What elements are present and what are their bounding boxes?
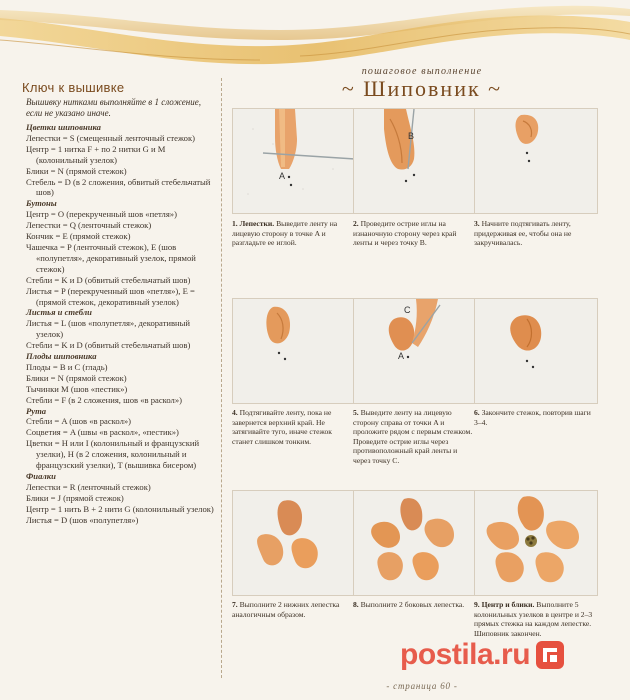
step-8-caption: 8. Выполните 2 боковых лепестка. [353,600,465,609]
postila-logo-icon [534,639,566,671]
key-item: Тычинки M (шов «пестик») [26,383,128,394]
key-section-heading: Листья и стебли [26,307,92,318]
step-7-photo [232,490,356,596]
key-item: Центр = 1 нитка F + по 2 нитки G и M (колонильный узелок) [26,143,166,165]
key-item: Центр = 1 нить B + 2 нити G (колонильный узелок) [26,503,214,514]
step-7-caption: 7. Выполните 2 нижних лепестка аналогичным образом. [232,600,340,619]
key-list [18,122,216,526]
label-c: C [404,305,411,315]
step-4-caption: 4. Подтягивайте ленту, пока не завернется верхний край. Не затягивайте туго, иначе стежок станет слишком тонким. [232,408,332,446]
step-8-photo [353,490,477,596]
key-section-heading: Фиалки [26,471,56,481]
key-item: Стебель = D (в 2 сложения, обвитый стебельчатый шов) [26,176,211,198]
step-2-photo [353,108,477,214]
key-section-heading: Бутоны [26,198,57,209]
key-section-heading: Цветки шиповника [26,122,101,132]
step-5-caption: 5. Выведите ленту на лицевую сторону справа от точки A и проложите рядом с первым стежком. Проведите острие иглы через противоположный край ленты и через точку C. [353,408,473,465]
key-item: Лепестки = Q (ленточный стежок) [26,220,152,231]
key-title: Ключ к вышивке [22,80,125,95]
key-item: Блики = J (прямой стежок) [26,492,124,503]
key-item: Кончик = E (прямой стежок) [26,231,131,242]
label-b: B [408,131,415,141]
watermark [400,635,566,675]
step-5-photo [353,298,477,404]
page-title: ~ Шиповник ~ [341,76,503,101]
column-divider [221,78,222,678]
step-1-photo [232,108,356,214]
key-item: Блики = N (прямой стежок) [26,372,127,383]
ribbon-header [0,0,630,70]
key-item: Цветки = H или I (колонильный и французский узелки), H (в 2 сложения, колонильный и французский узелки), T (вышивка бисером) [26,438,200,471]
key-item: Лепестки = S (смещенный ленточный стежок) [26,132,196,143]
key-section-heading: Рута [26,405,47,416]
step-1-caption: 1. Лепестки. Выведите ленту на лицевую сторону в точке A и разгладьте ее иглой. [232,219,338,248]
label-a: A [279,171,286,181]
key-item: Соцветия = A (швы «в раскол», «пестик») [26,427,179,438]
key-item: Стебли = K и D (обвитый стебельчатый шов) [26,340,191,351]
page-footer: - страница 60 - [386,681,458,691]
key-item: Плоды = B и C (гладь) [26,361,108,372]
label-a2: A [398,351,405,361]
key-intro: Вышивку нитками выполняйте в 1 сложение, если не указано иначе. [26,97,201,118]
step-3-caption: 3. Начните подтягивать ленту, придерживая ее, чтобы она не закручивалась. [474,219,572,248]
key-item: Стебли = K и D (обвитый стебельчатый шов) [26,274,191,285]
key-item: Блики = N (прямой стежок) [26,165,127,176]
key-item: Стебли = F (в 2 сложения, шов «в раскол») [26,394,183,405]
step-6-caption: 6. Закончите стежок, повторив шаги 3–4. [474,408,591,427]
key-item: Стебли = A (шов «в раскол») [26,416,132,427]
key-item: Листья = D (шов «полупетля») [26,514,139,525]
step-6-photo [474,298,598,404]
step-4-photo [232,298,356,404]
watermark-text: postila.ru [400,638,531,671]
key-item: Листья = P (перекрученный шов «петля»), E = (прямой стежок, декоративный узелок) [26,285,195,307]
step-9-photo [474,490,598,596]
step-9-caption: 9. Центр и блики. Выполните 5 колонильных узелков в центре и 2–3 прямых стежка на каждом лепестке. Шиповник закончен. [474,600,593,638]
key-item: Лепестки = R (ленточный стежок) [26,481,151,492]
key-section-heading: Плоды шиповника [26,351,97,362]
page-subtitle: пошаговое выполнение [361,66,483,77]
key-item: Листья = L (шов «полупетля», декоративный узелок) [26,318,191,340]
embroidery-key [18,80,216,526]
key-item: Чашечка = P (ленточный стежок), E (шов «полупетля», декоративный узелок, прямой стежок) [26,241,196,274]
step-2-caption: 2. Проведите острие иглы на изнаночную сторону через край ленты и через точку B. [353,219,457,248]
key-item: Центр = O (перекрученный шов «петля») [26,209,177,220]
step-3-photo [474,108,598,214]
